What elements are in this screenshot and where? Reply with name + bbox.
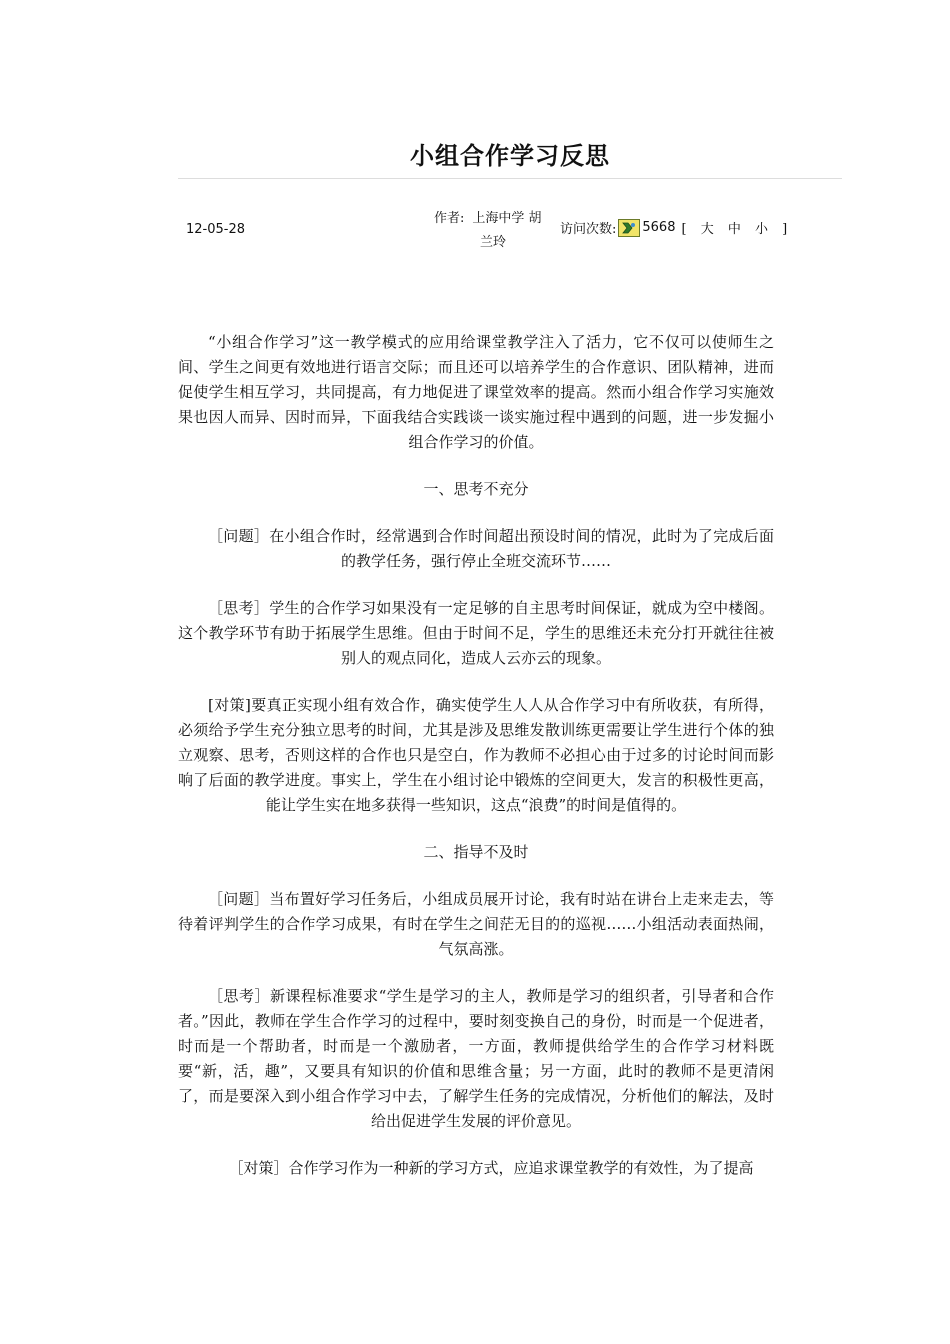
font-size-small-link[interactable]: 小: [755, 222, 774, 237]
visits-label: 访问次数:: [560, 222, 617, 237]
visits-count: 5668: [642, 220, 676, 235]
section-heading: 二、指导不及时: [423, 843, 529, 861]
article-title: 小组合作学习反思: [410, 141, 610, 170]
thinking-paragraph: ［思考］学生的合作学习如果没有一定足够的自主思考时间保证，就成为空中楼阁。这个教学环节有助于拓展学生思维。但由于时间不足，学生的思维还未充分打开就往往被别人的观点同化，造成人云亦云的现象。: [178, 599, 774, 667]
section-heading: 一、思考不充分: [423, 480, 529, 498]
thinking-paragraph: ［思考］新课程标准要求“学生是学习的主人，教师是学习的组织者，引导者和合作者。”因此，教师在学生合作学习的过程中，要时刻变换自己的身份，时而是一个促进者，时而是一个帮助者，时而是一个激励者，一方面，教师提供给学生的合作学习材料既要“新，活，趣”，又要具有知识的价值和思维含量；另一方面，此时的教师不是更清闲了，而是要深入到小组合作学习中去，了解学生任务的完成情况，分析他们的解法，及时给出促进学生发展的评价意见。: [178, 987, 774, 1130]
counter-icon: [618, 219, 640, 237]
font-size-open-bracket: [: [681, 222, 692, 237]
author-label: 作者:: [434, 211, 465, 226]
font-size-large-link[interactable]: 大: [700, 222, 719, 237]
problem-paragraph: ［问题］当布置好学习任务后，小组成员展开讨论，我有时站在讲台上走来走去，等待着评判学生的合作学习成果，有时在学生之间茫无目的的巡视……小组活动表面热闹，气氛高涨。: [178, 890, 774, 958]
font-size-selector: [681, 218, 792, 237]
article-body: [178, 330, 774, 1203]
strategy-paragraph: ［对策］合作学习作为一种新的学习方式，应追求课堂教学的有效性，为了提高: [228, 1159, 754, 1177]
article-author: [434, 207, 564, 255]
author-name-line1: 上海中学 胡: [472, 211, 542, 226]
visit-counter: [560, 218, 792, 237]
font-size-medium-link[interactable]: 中: [727, 222, 746, 237]
author-name-line2: 兰玲: [480, 235, 507, 250]
intro-paragraph: “小组合作学习”这一教学模式的应用给课堂教学注入了活力，它不仅可以使师生之间、学生之间更有效地进行语言交际；而且还可以培养学生的合作意识、团队精神，进而促使学生相互学习，共同提高，有力地促进了课堂效率的提高。然而小组合作学习实施效果也因人而异、因时而异，下面我结合实践谈一谈实施过程中遇到的问题，进一步发掘小组合作学习的价值。: [178, 333, 774, 451]
problem-paragraph: ［问题］在小组合作时，经常遇到合作时间超出预设时间的情况，此时为了完成后面的教学任务，强行停止全班交流环节……: [208, 527, 774, 570]
strategy-paragraph: [对策]要真正实现小组有效合作，确实使学生人人从合作学习中有所收获，有所得，必须给予学生充分独立思考的时间，尤其是涉及思维发散训练更需要让学生进行个体的独立观察、思考，否则这样的合作也只是空白，作为教师不必担心由于过多的讨论时间而影响了后面的教学进度。事实上，学生在小组讨论中锻炼的空间更大，发言的积极性更高，能让学生实在地多获得一些知识，这点“浪费”的时间是值得的。: [178, 696, 774, 814]
title-divider: [178, 178, 842, 179]
article-date: 12-05-28: [186, 222, 246, 237]
font-size-close-bracket: ]: [782, 222, 793, 237]
